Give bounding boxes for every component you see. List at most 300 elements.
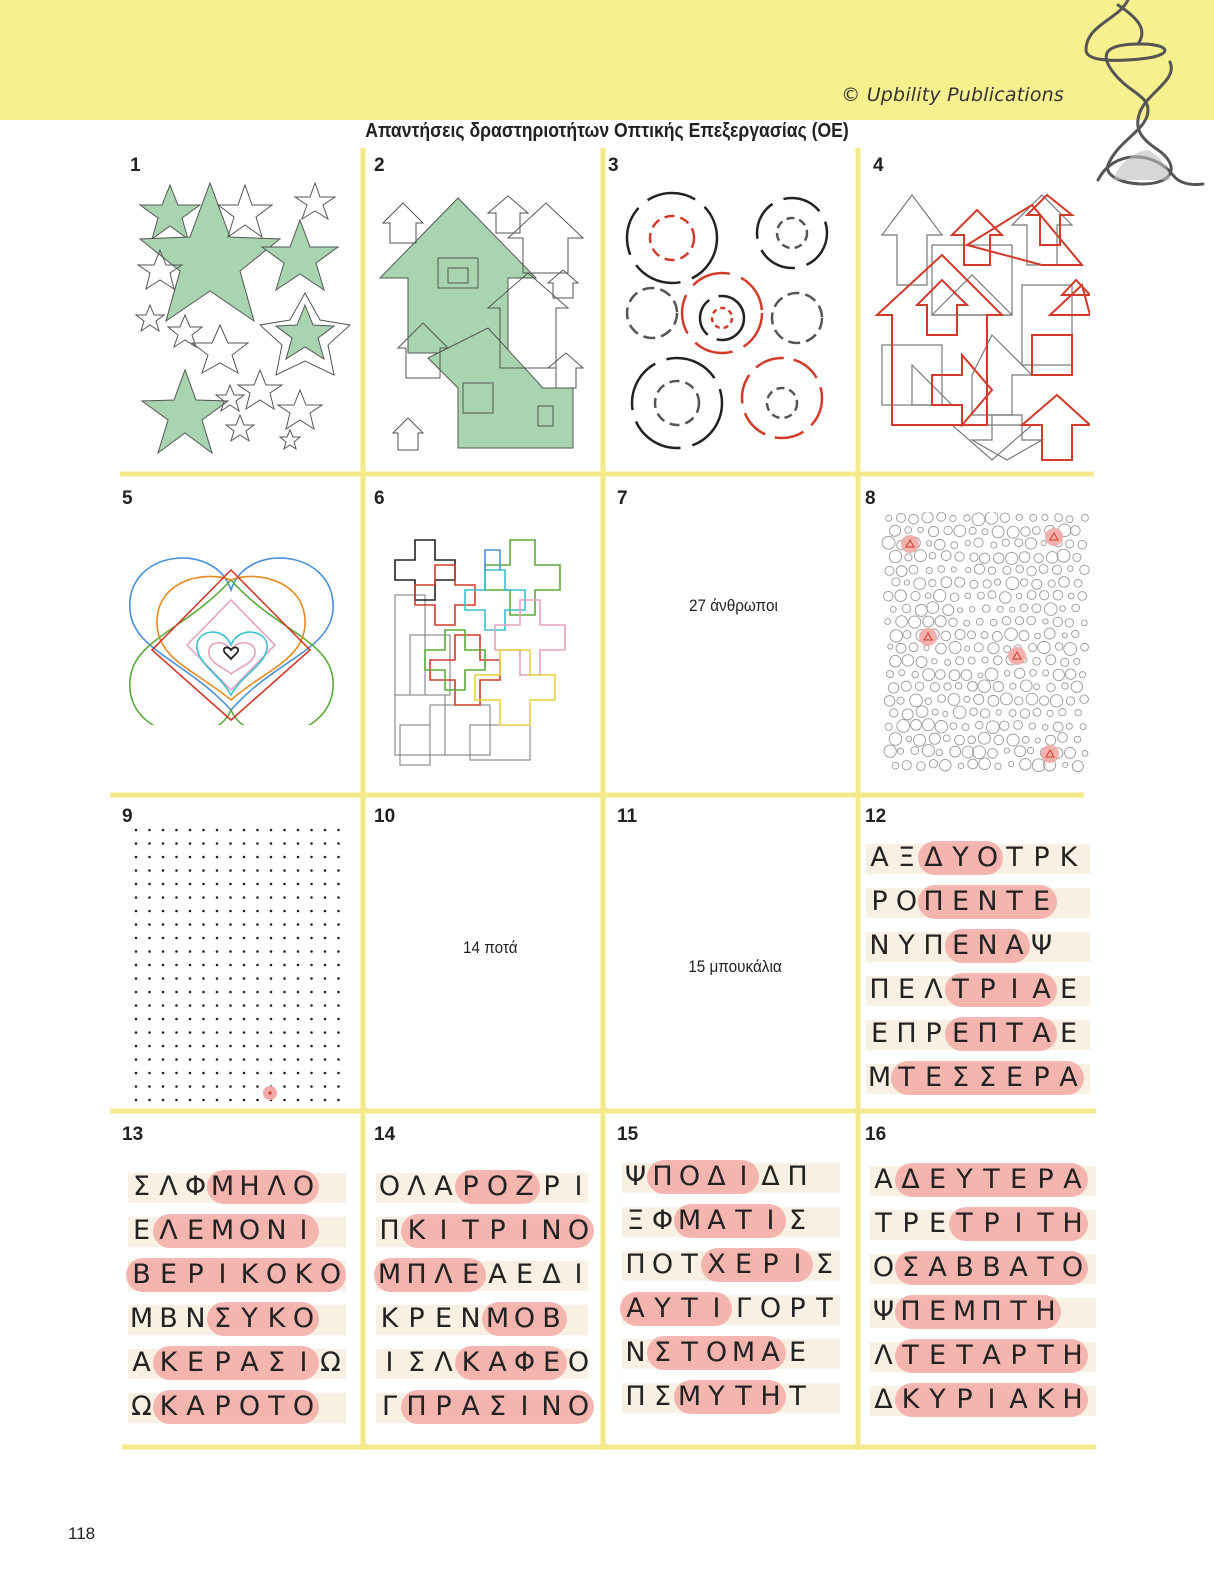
grid-dot xyxy=(148,1031,151,1034)
grid-dot xyxy=(270,856,273,859)
grid-dot xyxy=(310,1072,313,1075)
bubble xyxy=(932,659,937,664)
bubble xyxy=(927,602,939,614)
puzzle-letter: Α xyxy=(488,1259,507,1290)
grid-dot xyxy=(337,1085,340,1088)
bubble xyxy=(1066,723,1072,729)
puzzle-letter: Ξ xyxy=(897,842,916,873)
puzzle-row xyxy=(376,1253,588,1297)
bubble xyxy=(885,723,892,730)
bubble xyxy=(1071,681,1082,692)
puzzle-letter: Ε xyxy=(951,1018,970,1049)
grid-dot xyxy=(216,869,219,872)
grid-dot xyxy=(202,910,205,913)
bubble xyxy=(1066,516,1073,523)
puzzle-letter: Τ xyxy=(956,1340,973,1371)
puzzle-letter: Α xyxy=(1005,930,1024,961)
bubble xyxy=(897,697,904,704)
grid-dot xyxy=(283,842,286,845)
bubble xyxy=(941,631,951,641)
bubble xyxy=(1010,683,1016,689)
grid-dot xyxy=(162,964,165,967)
grid-dot xyxy=(162,910,165,913)
grid-dot xyxy=(202,1099,205,1102)
puzzle-row xyxy=(376,1385,588,1429)
grid-dot xyxy=(148,869,151,872)
puzzle-letter: Τ xyxy=(816,1293,833,1324)
puzzle-letter: Ο xyxy=(292,1303,315,1334)
bubble xyxy=(1000,513,1009,522)
bubble xyxy=(922,745,934,757)
bubble xyxy=(1025,538,1036,549)
grid-dot xyxy=(162,896,165,899)
grid-dot xyxy=(337,1018,340,1021)
bubble xyxy=(962,746,974,758)
grid-dot xyxy=(283,883,286,886)
grid-dot xyxy=(310,950,313,953)
cell-number-15: 15 xyxy=(617,1124,639,1145)
grid-dot xyxy=(162,950,165,953)
grid-dot xyxy=(324,896,327,899)
puzzle-letter: Ο xyxy=(513,1303,536,1334)
bubble xyxy=(1002,539,1009,546)
grid-dot xyxy=(135,1072,138,1075)
puzzle-letter: Ε xyxy=(461,1259,480,1290)
bubble xyxy=(986,721,999,734)
grid-dot xyxy=(135,842,138,845)
puzzle-letter: Ο xyxy=(872,1252,895,1283)
bubble xyxy=(889,733,902,746)
puzzle-letter: Α xyxy=(1009,1252,1028,1283)
bubble xyxy=(914,734,926,746)
grid-dot xyxy=(270,842,273,845)
grid-dot xyxy=(135,829,138,832)
grid-dot xyxy=(216,1085,219,1088)
bubble xyxy=(955,735,965,745)
bubble xyxy=(884,745,896,757)
bubble xyxy=(929,733,940,744)
puzzle-letter: Ρ xyxy=(187,1259,204,1290)
puzzle-letter: Δ xyxy=(761,1161,780,1192)
bubble xyxy=(1046,655,1056,665)
grid-dot xyxy=(297,1072,300,1075)
grid-dot xyxy=(297,883,300,886)
puzzle-letter: Ο xyxy=(895,886,918,917)
puzzle-letter: Ρ xyxy=(435,1391,452,1422)
bubble xyxy=(1015,617,1023,625)
grid-dot xyxy=(202,1018,205,1021)
grid-dot xyxy=(310,1045,313,1048)
grid-dot xyxy=(162,1031,165,1034)
grid-dot xyxy=(283,977,286,980)
puzzle-letter: Σ xyxy=(788,1205,807,1236)
grid-dot xyxy=(337,1045,340,1048)
answer-10: 14 ποτά xyxy=(463,938,518,957)
page-number: 118 xyxy=(68,1524,96,1543)
grid-dot xyxy=(148,883,151,886)
bubble xyxy=(902,709,913,720)
grid-dot xyxy=(283,910,286,913)
grid-dot xyxy=(189,923,192,926)
bubble xyxy=(1007,734,1019,746)
puzzle-letter: Τ xyxy=(462,1215,479,1246)
puzzle-letter: Ρ xyxy=(762,1249,779,1280)
grid-dot xyxy=(283,1085,286,1088)
puzzle-letter: Ρ xyxy=(1033,842,1050,873)
puzzle-letter: Σ xyxy=(213,1303,232,1334)
puzzle-letter: Α xyxy=(761,1337,780,1368)
puzzle-letter: Α xyxy=(186,1391,205,1422)
bubble xyxy=(1066,697,1074,705)
puzzle-letter: Ε xyxy=(788,1337,807,1368)
grid-dot xyxy=(270,923,273,926)
grid-dot xyxy=(337,991,340,994)
bubble xyxy=(1055,643,1063,651)
puzzle-letter: Β xyxy=(982,1252,1001,1283)
grid-dot xyxy=(202,964,205,967)
puzzle-letter: Υ xyxy=(708,1381,725,1412)
grid-dot xyxy=(175,991,178,994)
puzzle-letter: Ζ xyxy=(515,1171,534,1202)
grid-dot xyxy=(189,910,192,913)
puzzle-letter: Π xyxy=(981,1296,1002,1327)
grid-dot xyxy=(216,1058,219,1061)
grid-dot xyxy=(297,950,300,953)
bubble xyxy=(1081,643,1089,651)
grid-dot xyxy=(324,964,327,967)
bubble xyxy=(922,512,933,523)
grid-dot xyxy=(162,1004,165,1007)
puzzle-row xyxy=(376,1297,588,1341)
puzzle-letter: Α xyxy=(240,1347,259,1378)
bubble xyxy=(895,590,907,602)
puzzle-letter: Ι xyxy=(299,1347,308,1378)
bubble xyxy=(974,643,983,652)
puzzle-letter: Τ xyxy=(681,1337,698,1368)
cell-number-2: 2 xyxy=(374,155,385,176)
puzzle-letter: Ι xyxy=(1014,1208,1023,1239)
grid-dot xyxy=(337,1099,340,1102)
grid-dot xyxy=(270,910,273,913)
bubble xyxy=(935,616,946,627)
bubble xyxy=(938,566,945,573)
bubble xyxy=(1043,619,1048,624)
grid-dot xyxy=(175,937,178,940)
bubble xyxy=(1075,710,1081,716)
grid-dot xyxy=(243,856,246,859)
puzzle-letter: Ν xyxy=(977,930,998,961)
bubble xyxy=(994,735,1004,745)
puzzle-letter: Τ xyxy=(789,1381,806,1412)
grid-dot xyxy=(256,964,259,967)
bubble xyxy=(970,580,978,588)
grid-dot xyxy=(243,964,246,967)
bubble xyxy=(949,618,957,626)
grid-dot xyxy=(135,950,138,953)
bubble xyxy=(1015,746,1026,757)
grid-dot xyxy=(216,1018,219,1021)
bubble xyxy=(982,605,989,612)
bubble xyxy=(1020,759,1031,770)
puzzle-letter: Ο xyxy=(238,1391,261,1422)
grid-dot xyxy=(337,910,340,913)
grid-dot xyxy=(270,829,273,832)
bubble xyxy=(934,589,946,601)
puzzle-letter: Ο xyxy=(567,1391,590,1422)
grid-dot xyxy=(310,977,313,980)
grid-dot xyxy=(243,1018,246,1021)
puzzle-row xyxy=(128,1385,346,1429)
bubble xyxy=(888,683,898,693)
bubble xyxy=(1053,669,1064,680)
bubble xyxy=(1033,708,1041,716)
cell-number-5: 5 xyxy=(122,488,133,509)
grid-dot xyxy=(283,896,286,899)
grid-dot xyxy=(256,896,259,899)
grid-dot xyxy=(310,896,313,899)
puzzle-letter: Γ xyxy=(381,1391,398,1422)
grid-dot xyxy=(270,869,273,872)
bubble xyxy=(904,580,909,585)
grid-dot xyxy=(135,1085,138,1088)
grid-dot xyxy=(310,1099,313,1102)
cell-number-11: 11 xyxy=(617,806,638,827)
hourglass-logo-icon xyxy=(1078,0,1214,200)
puzzle-letter: Ω xyxy=(320,1347,341,1378)
bubble xyxy=(1047,683,1055,691)
bubble xyxy=(988,567,995,574)
bubble xyxy=(979,553,989,563)
bubble xyxy=(882,536,895,549)
puzzle-letter: Ε xyxy=(1032,886,1051,917)
grid-dot xyxy=(243,1058,246,1061)
grid-dot xyxy=(216,950,219,953)
bubble xyxy=(1034,684,1040,690)
grid-dot xyxy=(283,923,286,926)
bubble xyxy=(950,723,957,730)
bubble xyxy=(983,580,991,588)
puzzle-letter: Η xyxy=(1062,1384,1083,1415)
grid-dot xyxy=(310,1085,313,1088)
grid-dot xyxy=(229,869,232,872)
puzzle-letter: Λ xyxy=(159,1171,178,1202)
puzzle-letter: Ι xyxy=(218,1259,227,1290)
grid-dot xyxy=(162,923,165,926)
grid-dot xyxy=(310,1018,313,1021)
grid-dot xyxy=(337,1072,340,1075)
grid-dot xyxy=(148,991,151,994)
bubble xyxy=(1047,710,1053,716)
bubble xyxy=(962,724,969,731)
grid-dot xyxy=(256,1072,259,1075)
grid-dot xyxy=(324,1045,327,1048)
grid-dot xyxy=(283,964,286,967)
puzzle-letter: Υ xyxy=(952,842,969,873)
grid-dot xyxy=(189,829,192,832)
puzzle-row xyxy=(870,1334,1096,1378)
bubble xyxy=(970,708,978,716)
grid-dot xyxy=(324,1004,327,1007)
cell-number-10: 10 xyxy=(374,806,396,827)
grid-dot xyxy=(229,896,232,899)
grid-dot xyxy=(202,896,205,899)
grid-dot xyxy=(337,856,340,859)
puzzle-row xyxy=(622,1287,840,1331)
bubble xyxy=(1070,526,1080,536)
bubble xyxy=(936,643,947,654)
bubble xyxy=(941,551,951,561)
bubble xyxy=(1003,566,1011,574)
bubble xyxy=(890,606,896,612)
puzzle-letter: Ο xyxy=(567,1347,590,1378)
bubble xyxy=(992,631,1002,641)
grid-dot xyxy=(135,964,138,967)
bubble xyxy=(896,616,908,628)
puzzle-letter: Δ xyxy=(874,1384,893,1415)
puzzle-letter: Τ xyxy=(1010,1296,1027,1327)
grid-dot xyxy=(175,964,178,967)
grid-dot xyxy=(270,896,273,899)
grid-dot xyxy=(297,1099,300,1102)
cell-number-4: 4 xyxy=(873,155,884,176)
puzzle-letter: Ε xyxy=(928,1296,947,1327)
bubble xyxy=(968,759,978,769)
puzzle-letter: Α xyxy=(1032,1018,1051,1049)
bubble xyxy=(1015,697,1023,705)
grid-dot xyxy=(202,1045,205,1048)
grid-dot xyxy=(229,937,232,940)
puzzle-letter: Α xyxy=(1009,1384,1028,1415)
grid-dot xyxy=(216,1031,219,1034)
puzzle-letter: Κ xyxy=(159,1391,178,1422)
bubble xyxy=(902,655,913,666)
bubble xyxy=(1032,527,1040,535)
bubble xyxy=(916,657,927,668)
puzzle-letter: Ρ xyxy=(1037,1164,1054,1195)
puzzle-letter: Η xyxy=(1062,1208,1083,1239)
puzzle-letter: Σ xyxy=(653,1381,672,1412)
grid-dot xyxy=(283,1018,286,1021)
grid-dot xyxy=(202,950,205,953)
bubble xyxy=(991,542,997,548)
grid-dot xyxy=(256,1018,259,1021)
puzzle-letter: Ο xyxy=(378,1171,401,1202)
cell-number-6: 6 xyxy=(374,488,385,509)
grid-dot xyxy=(135,1058,138,1061)
bubble xyxy=(1040,591,1049,600)
grid-dot xyxy=(324,1072,327,1075)
puzzle-letter: Ρ xyxy=(1010,1340,1027,1371)
puzzle-letter: Ο xyxy=(1061,1252,1084,1283)
puzzle-letter: Κ xyxy=(380,1303,399,1334)
puzzle-letter: Μ xyxy=(731,1337,756,1368)
bubble xyxy=(1033,657,1041,665)
bubble xyxy=(943,735,950,742)
grid-dot xyxy=(216,842,219,845)
grid-dot xyxy=(310,910,313,913)
bubble xyxy=(1014,721,1023,730)
bubble xyxy=(982,657,988,663)
bubble xyxy=(945,660,951,666)
grid-dot xyxy=(310,937,313,940)
bubble xyxy=(923,616,934,627)
bubble xyxy=(1082,620,1088,626)
grid-dot xyxy=(324,1099,327,1102)
bubble xyxy=(941,577,952,588)
puzzle-letter: Α xyxy=(1063,1164,1082,1195)
grid-dot xyxy=(229,883,232,886)
puzzle-letter: Μ xyxy=(867,1062,892,1093)
grid-dot xyxy=(148,1018,151,1021)
bubble xyxy=(909,616,921,628)
nested-hearts-figure xyxy=(125,550,337,725)
bubble xyxy=(1042,514,1048,520)
bubble xyxy=(1020,579,1028,587)
grid-dot xyxy=(189,856,192,859)
bubble xyxy=(1004,748,1009,753)
bubble xyxy=(884,696,895,707)
grid-dot xyxy=(324,869,327,872)
grid-dot xyxy=(256,937,259,940)
puzzle-letter: Π xyxy=(896,1018,917,1049)
bubble xyxy=(1060,606,1066,612)
puzzle-letter: Α xyxy=(1032,974,1051,1005)
puzzle-letter: Τ xyxy=(952,974,969,1005)
puzzle-letter: Κ xyxy=(901,1384,920,1415)
bubble xyxy=(892,762,899,769)
bubble xyxy=(930,683,939,692)
grid-dot xyxy=(310,964,313,967)
grid-dot xyxy=(189,991,192,994)
bubble xyxy=(1068,593,1074,599)
grid-dot xyxy=(148,923,151,926)
grid-dot xyxy=(216,1099,219,1102)
grid-dot xyxy=(256,1058,259,1061)
puzzle-letter: Ο xyxy=(678,1161,701,1192)
bubble xyxy=(979,758,991,770)
puzzle-letter: Τ xyxy=(898,1062,915,1093)
bubble xyxy=(974,694,984,704)
grid-dot xyxy=(162,937,165,940)
puzzle-letter: Λ xyxy=(874,1340,893,1371)
grid-dot xyxy=(283,856,286,859)
bubble xyxy=(936,670,946,680)
grid-dot xyxy=(189,896,192,899)
bubble xyxy=(885,566,894,575)
grid-dot xyxy=(270,977,273,980)
puzzle-letter: Κ xyxy=(1059,842,1078,873)
bubble xyxy=(925,698,931,704)
grid-dot xyxy=(229,1072,232,1075)
puzzle-letter: Δ xyxy=(707,1161,726,1192)
bubble xyxy=(993,656,1002,665)
puzzle-letter: Κ xyxy=(407,1215,426,1246)
bubble xyxy=(889,550,901,562)
bubble xyxy=(1027,616,1036,625)
grid-dot xyxy=(337,1031,340,1034)
puzzle-letter: Σ xyxy=(653,1337,672,1368)
grid-dot xyxy=(243,1099,246,1102)
puzzle-letter: Π xyxy=(900,1296,921,1327)
puzzle-letter: Δ xyxy=(542,1259,561,1290)
puzzle-letter: Τ xyxy=(735,1205,752,1236)
grid-dot xyxy=(135,910,138,913)
puzzle-letter: Κ xyxy=(1036,1384,1055,1415)
bubble xyxy=(1020,680,1032,692)
grid-dot xyxy=(324,1058,327,1061)
grid-dot xyxy=(243,869,246,872)
cell-number-9: 9 xyxy=(122,806,133,827)
